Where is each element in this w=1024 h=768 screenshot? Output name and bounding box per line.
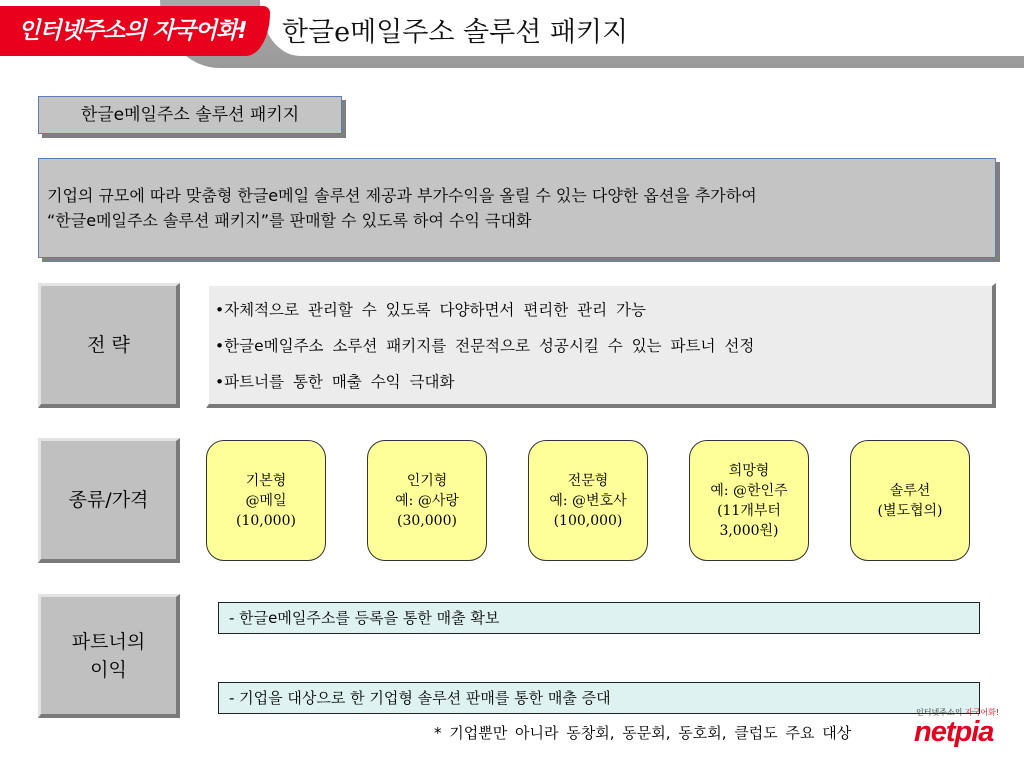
product-line: @메일 [245,492,287,509]
section-title: 한글e메일주소 솔루션 패키지 [80,105,300,125]
product-line: (100,000) [553,512,623,529]
partner-label-line-2: 이익 [90,658,127,681]
product-line: 예: @변호사 [549,492,627,509]
footnote: * 기업뿐만 아니라 동창회, 동문회, 동호회, 클럽도 주요 대상 [434,724,852,742]
product-line: (별도협의) [877,502,943,519]
logo-slogan-part-1: 인터넷주소의 [916,708,963,717]
product-line: (10,000) [236,512,296,529]
product-line: 예: @한인주 [710,482,788,499]
product-card-hope [689,440,809,561]
netpia-logo: netpia [914,716,994,748]
products-label-box [38,438,180,563]
strategy-content-box [206,283,996,408]
product-card-professional [528,440,648,561]
page-title: 한글e메일주소 솔루션 패키지 [282,17,629,48]
product-line: 희망형 [728,462,770,479]
product-line: 3,000원) [719,522,779,539]
product-card-basic [206,440,326,561]
product-line: 기본형 [245,472,287,489]
partner-label-line-1: 파트너의 [71,630,146,653]
product-line: 솔루션 [889,482,931,499]
product-line: 전문형 [567,472,609,489]
partner-label-box [38,594,180,718]
strategy-bullet-2: •한글e메일주소 소루션 패키지를 전문적으로 성공시킬 수 있는 파트너 선정 [215,337,755,355]
strategy-bullet-1: •자체적으로 관리할 수 있도록 다양하면서 편리한 관리 가능 [215,301,646,319]
product-card-solution [850,440,970,561]
products-label: 종류/가격 [68,489,149,511]
product-line: 예: @사랑 [395,492,459,509]
partner-benefit-2: - 기업을 대상으로 한 기업형 솔루션 판매를 통한 매출 증대 [218,682,980,714]
summary-line-1: 기업의 규모에 따라 맞춤형 한글e메일 솔루션 제공과 부가수익을 올릴 수 있는 다양한 옵션을 추가하여 [47,186,757,205]
strategy-label: 전 략 [87,334,130,356]
header-bar [0,0,1024,68]
product-line: (30,000) [397,512,457,529]
partner-benefit-1: - 한글e메일주소를 등록을 통한 매출 확보 [218,602,980,634]
logo-slogan-part-2: 자국어화! [964,708,1000,717]
product-line: (11개부터 [717,502,781,519]
section-title-box [38,96,342,134]
summary-line-2: “한글e메일주소 솔루션 패키지”를 판매할 수 있도록 하여 수익 극대화 [47,211,532,230]
strategy-label-box [38,283,180,408]
product-card-popular [367,440,487,561]
strategy-bullet-3: •파트너를 통한 매출 수익 극대화 [215,373,455,391]
product-line: 인기형 [406,472,448,489]
header-slogan-banner: 인터넷주소의 자국어화! [0,6,270,56]
summary-box [38,158,996,258]
